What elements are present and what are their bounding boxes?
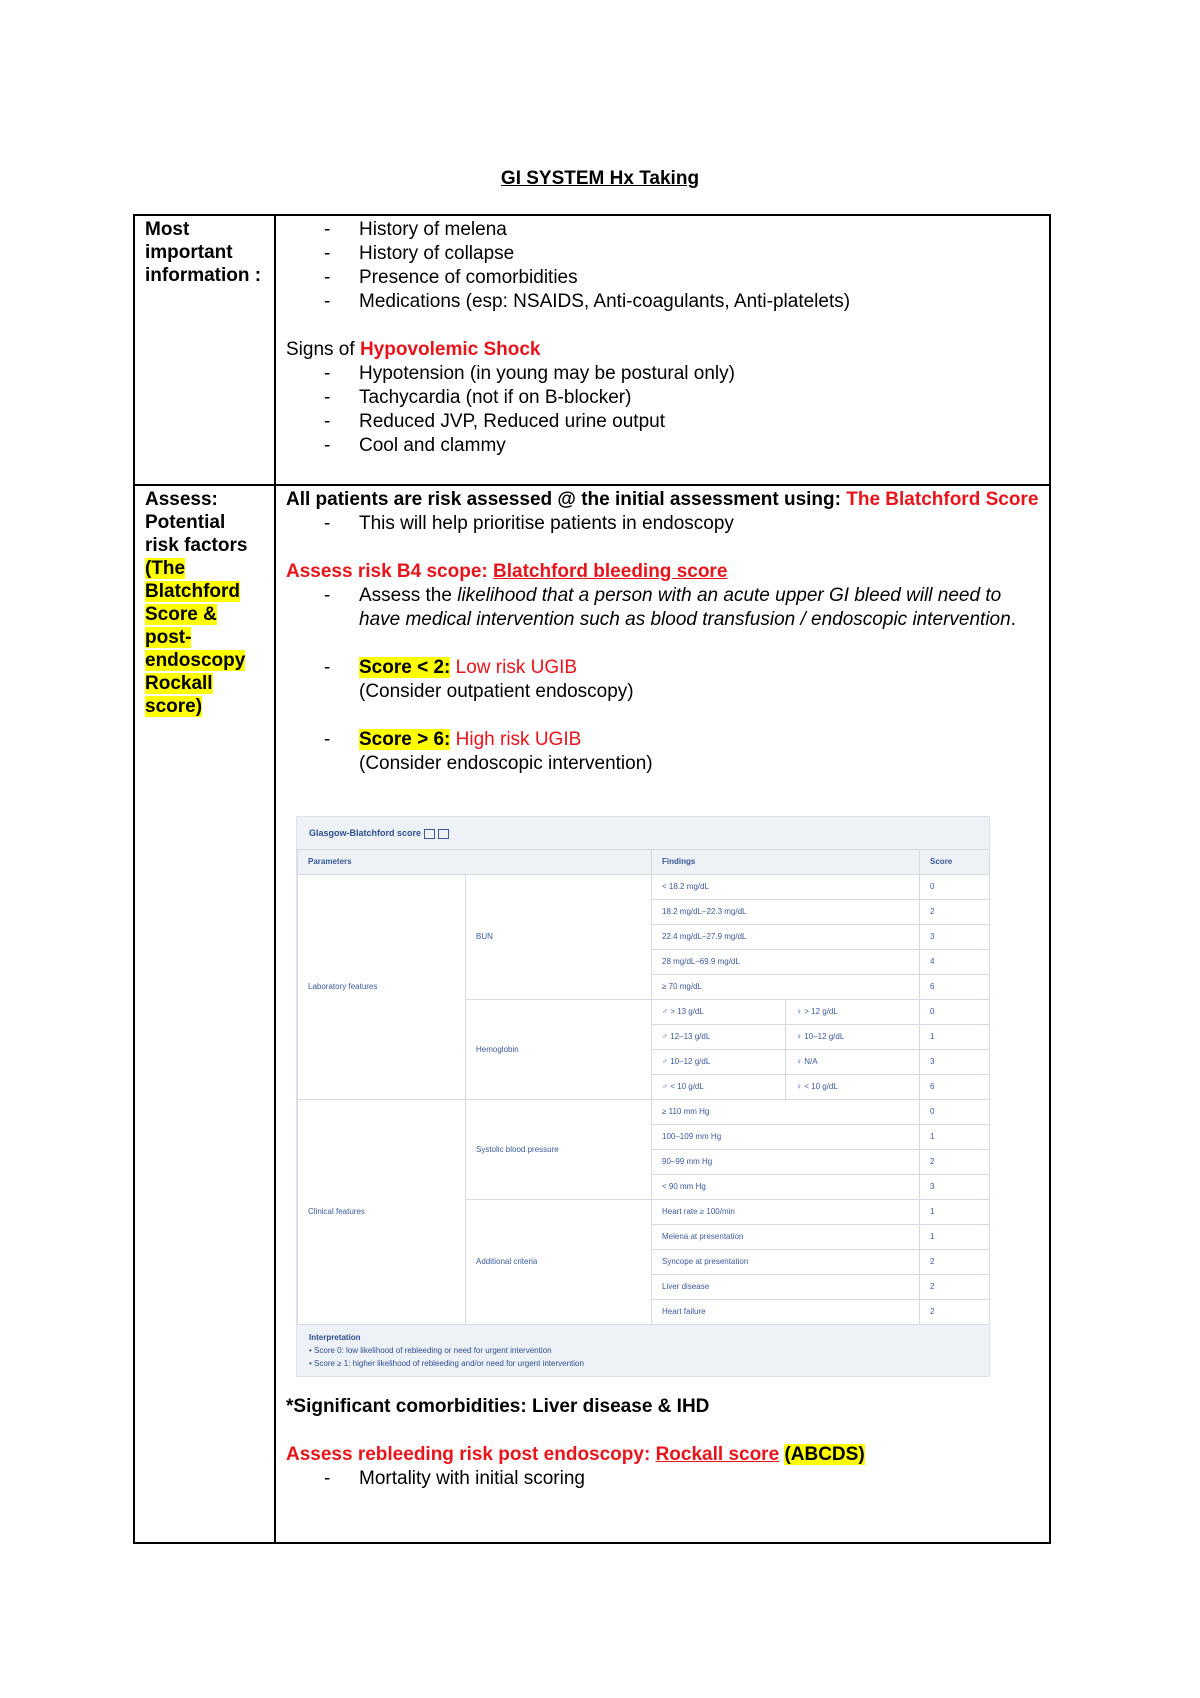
- table-cell: Liver disease: [652, 1275, 920, 1300]
- list-item: - Assess the likelihood that a person with an acute upper GI bleed will need to have medical intervention such as blood transfusion / endoscopic intervention.: [324, 585, 1016, 630]
- table-cell: < 90 mm Hg: [652, 1175, 920, 1200]
- comorbidities-note: *Significant comorbidities: Liver disease & IHD: [286, 1396, 710, 1417]
- table-cell: ≥ 110 mm Hg: [652, 1100, 920, 1125]
- table-cell: ♀ < 10 g/dL: [786, 1075, 920, 1100]
- row-label-cell: [134, 485, 275, 1543]
- table-cell: 1: [920, 1125, 990, 1150]
- list-item: - Medications (esp: NSAIDS, Anti-coagulants, Anti-platelets): [324, 291, 851, 312]
- table-cell: ♂ < 10 g/dL: [652, 1075, 786, 1100]
- table-cell: 0: [920, 1100, 990, 1125]
- table-icon: [438, 829, 449, 839]
- list-item: - History of melena: [324, 219, 507, 240]
- expand-icon: [424, 829, 435, 839]
- list-item: - Mortality with initial scoring: [324, 1468, 585, 1489]
- table-cell: 18.2 mg/dL–22.3 mg/dL: [652, 900, 920, 925]
- table-cell: 3: [920, 925, 990, 950]
- table-cell: Melena at presentation: [652, 1225, 920, 1250]
- signs-heading: Signs of Hypovolemic Shock: [286, 339, 541, 360]
- list-item: - Tachycardia (not if on B-blocker): [324, 387, 632, 408]
- column-header: Findings: [652, 850, 920, 875]
- table-cell: 2: [920, 1250, 990, 1275]
- intro-text: All patients are risk assessed @ the initial assessment using: The Blatchford Score: [286, 489, 1039, 510]
- row-label: Most important information :: [145, 219, 262, 286]
- history-table: [133, 214, 1051, 1544]
- table-cell: 6: [920, 1075, 990, 1100]
- blatchford-score-image: [296, 816, 990, 1377]
- table-cell: 2: [920, 1150, 990, 1175]
- table-cell: 1: [920, 1025, 990, 1050]
- row-most-important: [134, 215, 1050, 485]
- list-item: - History of collapse: [324, 243, 515, 264]
- assess-heading: Assess risk B4 scope: Blatchford bleeding score: [286, 561, 728, 582]
- row-content-cell: [275, 485, 1050, 1543]
- table-cell: 3: [920, 1175, 990, 1200]
- table-cell: < 18.2 mg/dL: [652, 875, 920, 900]
- table-cell: 90–99 mm Hg: [652, 1150, 920, 1175]
- note-text: (Consider endoscopic intervention): [359, 753, 653, 774]
- column-header: Score: [920, 850, 990, 875]
- image-heading: Glasgow-Blatchford score: [297, 817, 989, 849]
- table-cell: ♀ 10–12 g/dL: [786, 1025, 920, 1050]
- rebleed-heading: Assess rebleeding risk post endoscopy: Rockall score (ABCDS): [286, 1444, 865, 1465]
- list-item: - Cool and clammy: [324, 435, 506, 456]
- table-cell: 1: [920, 1200, 990, 1225]
- row-content-cell: [275, 215, 1050, 485]
- table-cell: 3: [920, 1050, 990, 1075]
- table-cell: 4: [920, 950, 990, 975]
- table-cell: 2: [920, 1275, 990, 1300]
- list-item: - Hypotension (in young may be postural only): [324, 363, 735, 384]
- note-text: (Consider outpatient endoscopy): [359, 681, 634, 702]
- interpretation: Interpretation • Score 0: low likelihood of rebleeding or need for urgent intervention • Score ≥ 1: higher likelihood of rebleeding and/or need for urgent intervention: [309, 1333, 584, 1368]
- parameter-label: Additional criteria: [466, 1200, 652, 1325]
- group-label: Laboratory features: [298, 875, 466, 1100]
- parameter-label: Hemoglobin: [466, 1000, 652, 1100]
- row-label-cell: [134, 215, 275, 485]
- page-title: GI SYSTEM Hx Taking: [500, 168, 700, 189]
- table-cell: 2: [920, 900, 990, 925]
- table-cell: 2: [920, 1300, 990, 1325]
- table-cell: ♀ N/A: [786, 1050, 920, 1075]
- table-cell: ≥ 70 mg/dL: [652, 975, 920, 1000]
- table-cell: 28 mg/dL–69.9 mg/dL: [652, 950, 920, 975]
- table-cell: 100–109 mm Hg: [652, 1125, 920, 1150]
- table-cell: 0: [920, 1000, 990, 1025]
- list-item: - Score < 2: Low risk UGIB: [324, 657, 578, 678]
- table-cell: ♂ > 13 g/dL: [652, 1000, 786, 1025]
- list-item: - Reduced JVP, Reduced urine output: [324, 411, 665, 432]
- table-cell: 22.4 mg/dL–27.9 mg/dL: [652, 925, 920, 950]
- table-cell: ♂ 10–12 g/dL: [652, 1050, 786, 1075]
- table-cell: Heart rate ≥ 100/min: [652, 1200, 920, 1225]
- group-label: Clinical features: [298, 1100, 466, 1325]
- column-header: Parameters: [298, 850, 652, 875]
- parameter-label: BUN: [466, 875, 652, 1000]
- list-item: - Presence of comorbidities: [324, 267, 578, 288]
- row-assess: [134, 485, 1050, 1543]
- table-cell: ♂ 12–13 g/dL: [652, 1025, 786, 1050]
- table-cell: Heart failure: [652, 1300, 920, 1325]
- row-label: Assess: Potential risk factors (The Blatchford Score & post-endoscopy Rockall score): [145, 489, 248, 717]
- list-item: - This will help prioritise patients in endoscopy: [324, 513, 734, 534]
- table-cell: 0: [920, 875, 990, 900]
- parameter-label: Systolic blood pressure: [466, 1100, 652, 1200]
- blatchford-table: [297, 849, 990, 1325]
- table-cell: 6: [920, 975, 990, 1000]
- table-cell: ♀ > 12 g/dL: [786, 1000, 920, 1025]
- table-cell: 1: [920, 1225, 990, 1250]
- list-item: - Score > 6: High risk UGIB: [324, 729, 582, 750]
- label-highlight: (The Blatchford Score & post-endoscopy Rockall score): [145, 558, 246, 717]
- table-cell: Syncope at presentation: [652, 1250, 920, 1275]
